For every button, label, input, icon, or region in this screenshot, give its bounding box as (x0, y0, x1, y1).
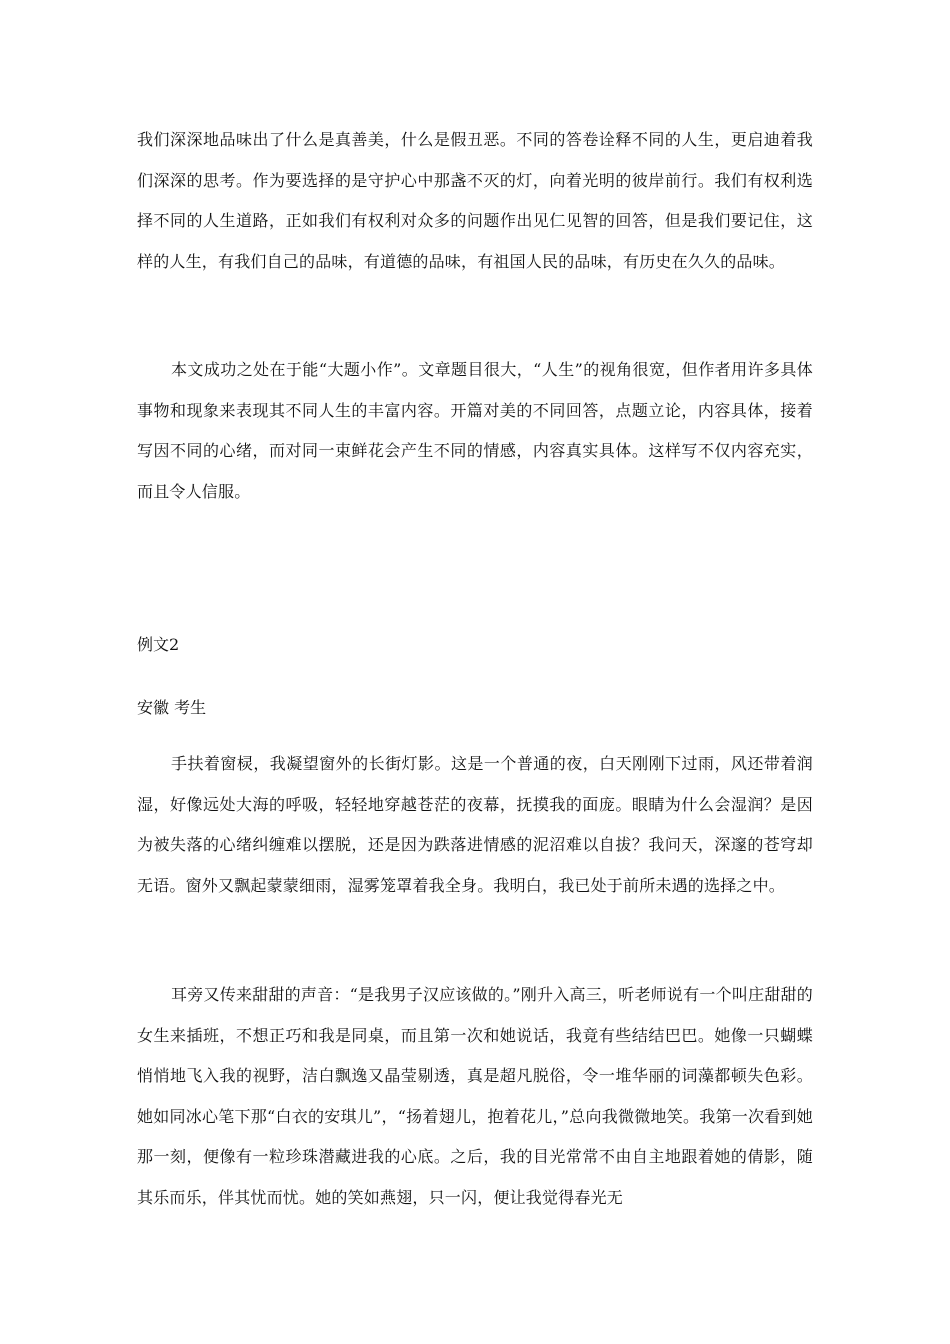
paragraph-tiantian: 耳旁又传来甜甜的声音：“是我男子汉应该做的。”刚升入高三，听老师说有一个叫庄甜甜的女生来插班，不想正巧和我是同桌，而且第一次和她说话，我竟有些结结巴巴。她像一只蝴蝶悄悄地飞入我的视野，洁白飘逸又晶莹剔透，真是超凡脱俗，令一堆华丽的词藻都顿失色彩。她如同冰心笔下那“白衣的安琪儿”，“扬着翅儿，抱着花儿，”总向我微微地笑。我第一次看到她那一刻，便像有一粒珍珠潜藏进我的心底。之后，我的目光常常不由自主地跟着她的倩影，随其乐而乐，伴其忧而忧。她的笑如燕翅，只一闪，便让我觉得春光无 (137, 985, 813, 1207)
example-label: 例文2 (137, 635, 180, 654)
author-line: 安徽 考生 (137, 698, 207, 717)
paragraph-commentary: 本文成功之处在于能“大题小作”。文章题目很大，“人生”的视角很宽，但作者用许多具体事物和现象来表现其不同人生的丰富内容。开篇对美的不同回答，点题立论，内容具体，接着写因不同的心绪，而对同一束鲜花会产生不同的情感，内容真实具体。这样写不仅内容充实，而且令人信服。 (137, 360, 813, 501)
paragraph-window-night: 手扶着窗棂，我凝望窗外的长街灯影。这是一个普通的夜，白天刚刚下过雨，风还带着润湿，好像远处大海的呼吸，轻轻地穿越苍茫的夜幕，抚摸我的面庞。眼睛为什么会湿润？是因为被失落的心绪纠缠难以摆脱，还是因为跌落进情感的泥沼难以自拔？我问天，深邃的苍穹却无语。窗外又飘起蒙蒙细雨，湿雾笼罩着我全身。我明白，我已处于前所未遇的选择之中。 (137, 754, 813, 895)
paragraph-conclusion: 我们深深地品味出了什么是真善美，什么是假丑恶。不同的答卷诠释不同的人生，更启迪着我们深深的思考。作为要选择的是守护心中那盏不灭的灯，向着光明的彼岸前行。我们有权利选择不同的人生道路，正如我们有权利对众多的问题作出见仁见智的回答，但是我们要记住，这样的人生，有我们自己的品味，有道德的品味，有祖国人民的品味，有历史在久久的品味。 (137, 130, 813, 271)
